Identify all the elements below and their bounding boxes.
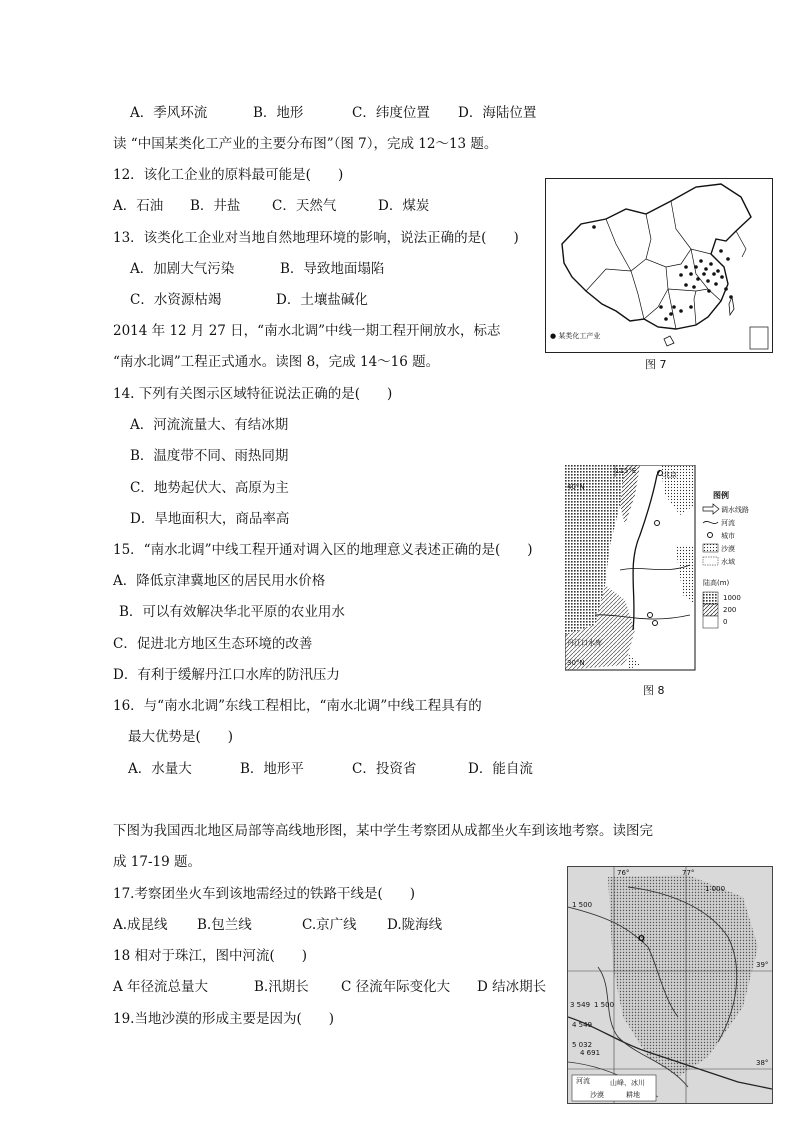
q11-option-b: B．地形	[253, 105, 304, 121]
label-40n: 40°N	[567, 483, 585, 491]
intro-17-19-line1: 下图为我国西北地区局部等高线地形图，某中学生考察团从成都坐火车到该地考察。读图完	[113, 823, 653, 839]
nw-legend-river: 河流	[576, 1077, 590, 1085]
q15-option-d: D．有利于缓解丹江口水库的防汛压力	[113, 667, 340, 683]
legend-elev-1000: 1000	[723, 594, 741, 602]
intro-14-16-line1: 2014 年 12 月 27 日，“南水北调”中线一期工程开闸放水，标志	[113, 323, 501, 339]
q17-stem: 17.考察团坐火车到该地需经过的铁路干线是( )	[113, 886, 416, 902]
contour-1000: 1 000	[705, 885, 726, 893]
legend-elev-0: 0	[723, 618, 728, 626]
legend-route-arrow	[703, 504, 719, 514]
q18-option-b: B.汛期长	[254, 979, 309, 995]
figure-7-caption: 图 7	[645, 358, 667, 371]
q15-option-b: B．可以有效解决华北平原的农业用水	[119, 604, 345, 620]
figure-8-map	[565, 465, 765, 672]
q13-option-b: B．导致地面塌陷	[280, 261, 385, 277]
q15-option-c: C．促进北方地区生态环境的改善	[113, 636, 313, 652]
q12-option-a: A．石油	[113, 198, 164, 214]
legend-elev-low	[703, 616, 718, 628]
peak-4691: 4 691	[580, 1049, 601, 1057]
nw-legend-farmland: 耕地	[626, 1091, 640, 1099]
label-115e: 115°E	[615, 467, 637, 475]
lon-77: 77°	[682, 869, 695, 877]
legend-item-desert: 沙漠	[721, 545, 735, 553]
q13-option-a: A．加剧大气污染	[130, 261, 235, 277]
q11-option-c: C．纬度位置	[352, 105, 430, 121]
q18-stem: 18 相对于珠江，图中河流( )	[113, 948, 308, 964]
q16-stem-line2: 最大优势是( )	[128, 729, 234, 745]
label-reservoir: 丹江口水库	[567, 639, 602, 647]
q12-stem: 12．该化工企业的原料最可能是( )	[113, 167, 344, 183]
china-map-svg	[546, 179, 772, 352]
q14-option-c: C．地势起伏大、高原为主	[130, 480, 289, 496]
q18-option-c: C 径流年际变化大	[341, 979, 451, 995]
q17-option-c: C.京广线	[302, 917, 357, 933]
q16-option-d: D．能自流	[468, 761, 533, 777]
lon-76: 76°	[617, 869, 630, 877]
q14-stem: 14. 下列有关图示区域特征说法正确的是( )	[113, 386, 393, 402]
peak-4549: 4 549	[572, 1021, 593, 1029]
q17-option-d: D.陇海线	[387, 917, 443, 933]
intro-17-19-line2: 成 17-19 题。	[113, 854, 202, 870]
figure-7-map	[545, 178, 773, 353]
label-q: Q	[638, 934, 645, 943]
q16-stem-line1: 16．与“南水北调”东线工程相比，“南水北调”中线工程具有的	[113, 698, 482, 714]
q18-option-a: A 年径流总量大	[113, 979, 209, 995]
legend-item-route: 调水线路	[721, 506, 749, 514]
legend-city-symbol	[708, 533, 713, 538]
q13-stem: 13．该类化工企业对当地自然地理环境的影响，说法正确的是( )	[113, 230, 519, 246]
legend-desert-symbol	[703, 544, 718, 552]
q16-option-b: B．地形平	[240, 761, 304, 777]
legend-river-symbol	[703, 521, 718, 523]
q16-option-a: A．水量大	[128, 761, 192, 777]
legend-item-water: 水域	[721, 558, 735, 566]
legend-title: 图例	[713, 491, 729, 500]
q12-option-b: B．井盐	[190, 198, 241, 214]
q17-option-b: B.包兰线	[197, 917, 252, 933]
q18-option-d: D 结冰期长	[477, 979, 547, 995]
nw-contour-map	[567, 866, 773, 1104]
contour-1500-b: 1 500	[594, 1001, 615, 1009]
legend-elev-200: 200	[723, 606, 737, 614]
contour-1500-a: 1 500	[572, 901, 593, 909]
q13-option-c: C．水资源枯竭	[130, 292, 222, 308]
q14-option-a: A．河流流量大、有结冰期	[130, 417, 289, 433]
q19-stem: 19.当地沙漠的形成主要是因为( )	[113, 1011, 335, 1027]
q11-option-a: A．季风环流	[130, 105, 208, 121]
peak-3549: 3 549	[570, 1001, 591, 1009]
lat-39: 39°	[756, 961, 769, 969]
q11-option-d: D．海陆位置	[458, 105, 537, 121]
legend-water-symbol	[703, 557, 718, 565]
peak-5032: 5 032	[572, 1041, 593, 1049]
q17-option-a: A.成昆线	[113, 917, 168, 933]
legend-elev-high	[703, 592, 718, 604]
legend-elev-title: 陆高(m)	[703, 579, 730, 587]
q12-option-d: D．煤炭	[378, 198, 430, 214]
q15-stem: 15．“南水北调”中线工程开通对调入区的地理意义表述正确的是( )	[113, 542, 533, 558]
intro-12-13: 读 “中国某类化工产业的主要分布图”（图 7），完成 12～13 题。	[113, 136, 498, 152]
nw-contour-svg	[568, 867, 772, 1103]
figure-8-caption: 图 8	[643, 684, 665, 697]
legend-item-city: 城市	[721, 532, 735, 540]
q12-option-c: C．天然气	[272, 198, 337, 214]
q15-option-a: A．降低京津冀地区的居民用水价格	[113, 573, 326, 589]
legend-elev-mid	[703, 604, 718, 616]
water-diversion-map-svg	[565, 465, 765, 672]
intro-14-16-line2: “南水北调”工程正式通水。读图 8，完成 14～16 题。	[113, 354, 440, 370]
nw-legend-peak: 山峰、冰川	[610, 1079, 645, 1087]
label-30n: 30°N	[567, 659, 585, 667]
legend-item-river: 河流	[721, 519, 735, 527]
label-beijing: 北京	[663, 471, 677, 479]
q16-option-c: C．投资省	[352, 761, 417, 777]
q13-option-d: D．土壤盐碱化	[276, 292, 368, 308]
q14-option-b: B．温度带不同、雨热同期	[130, 448, 289, 464]
figure-7-legend: ● 某类化工产业	[550, 332, 601, 340]
lat-38: 38°	[756, 1059, 769, 1067]
nw-legend-desert: 沙漠	[590, 1091, 604, 1099]
q14-option-d: D．旱地面积大，商品率高	[130, 511, 290, 527]
